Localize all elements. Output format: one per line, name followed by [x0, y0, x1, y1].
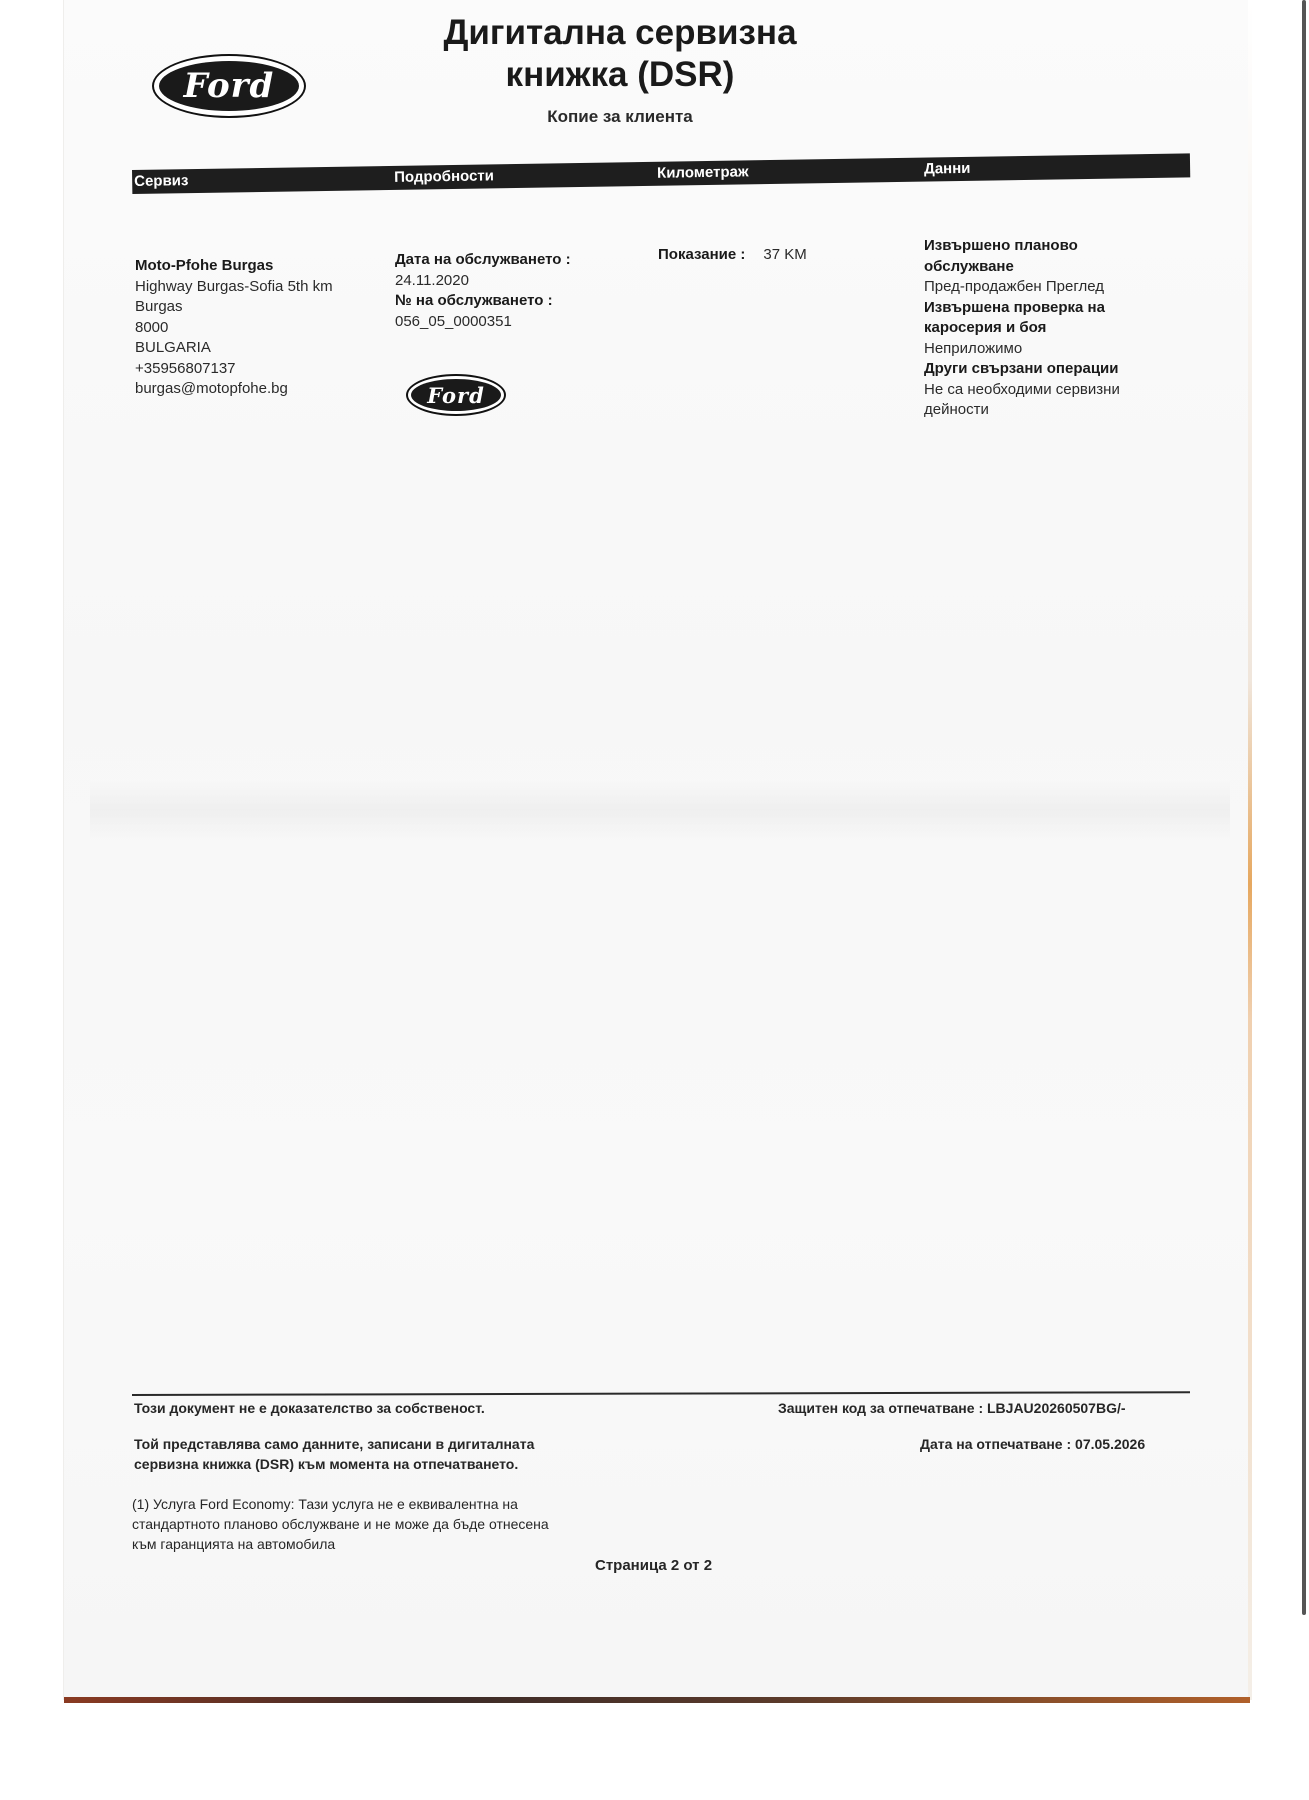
ford-logo	[152, 54, 306, 118]
economy-footnote-line-3: към гаранцията на автомобила	[132, 1536, 336, 1552]
paper-edge	[1248, 0, 1252, 1700]
print-date-label: Дата на отпечатване :	[920, 1436, 1072, 1452]
ford-logo-small-oval	[411, 379, 501, 411]
column-header-data: Данни	[923, 159, 971, 178]
ford-logo-text: Ford	[183, 66, 275, 106]
service-data-block	[924, 236, 1164, 421]
print-date-value: 07.05.2026	[1075, 1436, 1146, 1452]
service-date-label: Дата на обслужването :	[395, 251, 571, 268]
service-country: BULGARIA	[135, 339, 211, 356]
dsr-description-line-1: Той представлява само данните, записани в дигиталната	[134, 1436, 535, 1452]
dsr-description	[134, 1434, 654, 1474]
paper-bottom-edge	[64, 1697, 1250, 1703]
column-header-mileage: Километраж	[656, 163, 749, 182]
service-number-label: № на обслужването :	[395, 292, 553, 309]
service-number-value: 056_05_0000351	[395, 312, 512, 330]
planned-service-value: Пред-продажбен Преглед	[924, 278, 1104, 295]
body-check-value: Неприложимо	[924, 339, 1023, 357]
details-block	[395, 250, 635, 332]
planned-service-label-1: Извършено планово	[924, 237, 1078, 254]
ford-logo-small	[406, 374, 506, 416]
dsr-description-line-2: сервизна книжка (DSR) към момента на отпечатването.	[134, 1456, 519, 1472]
mileage-block	[658, 245, 888, 266]
body-check-label-2: каросерия и боя	[924, 319, 1047, 336]
print-code-label: Защитен код за отпечатване :	[778, 1400, 984, 1416]
mileage-label: Показание :	[658, 246, 746, 263]
service-address: Highway Burgas-Sofia 5th km	[135, 277, 333, 295]
column-header-details: Подробности	[394, 167, 495, 186]
service-postcode: 8000	[135, 318, 169, 336]
page-title	[400, 12, 840, 96]
title-line-1: Дигитална сервизна	[443, 13, 797, 52]
ford-logo-small-text: Ford	[427, 382, 485, 408]
column-header-service: Сервиз	[134, 172, 189, 190]
other-operations-label: Други свързани операции	[924, 360, 1119, 377]
service-phone: +35956807137	[135, 359, 236, 377]
print-date	[920, 1434, 1200, 1454]
service-date-value: 24.11.2020	[395, 271, 469, 289]
page-number: Страница 2 от 2	[595, 1557, 713, 1574]
service-name: Moto-Pfohe Burgas	[135, 257, 274, 274]
print-code	[778, 1398, 1198, 1418]
other-operations-value-2: дейности	[924, 401, 989, 418]
economy-footnote-line-2: стандартното планово обслужване и не може да бъде отнесена	[132, 1516, 549, 1532]
title-line-2: книжка (DSR)	[505, 55, 735, 94]
planned-service-label-2: обслужване	[924, 257, 1014, 275]
mileage-value: 37 KM	[763, 246, 807, 263]
service-city: Burgas	[135, 298, 183, 315]
page-subtitle: Копие за клиента	[547, 107, 693, 126]
service-email: burgas@motopfohe.bg	[135, 380, 288, 397]
print-code-value: LBJAU20260507BG/-	[987, 1400, 1126, 1416]
other-operations-value-1: Не са необходими сервизни	[924, 380, 1120, 398]
scan-shadow	[90, 780, 1230, 840]
scrollbar[interactable]	[1302, 0, 1306, 1615]
economy-footnote	[132, 1494, 672, 1554]
ford-logo-oval	[159, 61, 299, 111]
ownership-disclaimer: Този документ не е доказателство за собственост.	[134, 1400, 485, 1416]
service-block	[135, 256, 375, 400]
body-check-label-1: Извършена проверка на	[924, 298, 1105, 316]
economy-footnote-line-1: (1) Услуга Ford Economy: Тази услуга не е еквивалентна на	[132, 1496, 518, 1512]
